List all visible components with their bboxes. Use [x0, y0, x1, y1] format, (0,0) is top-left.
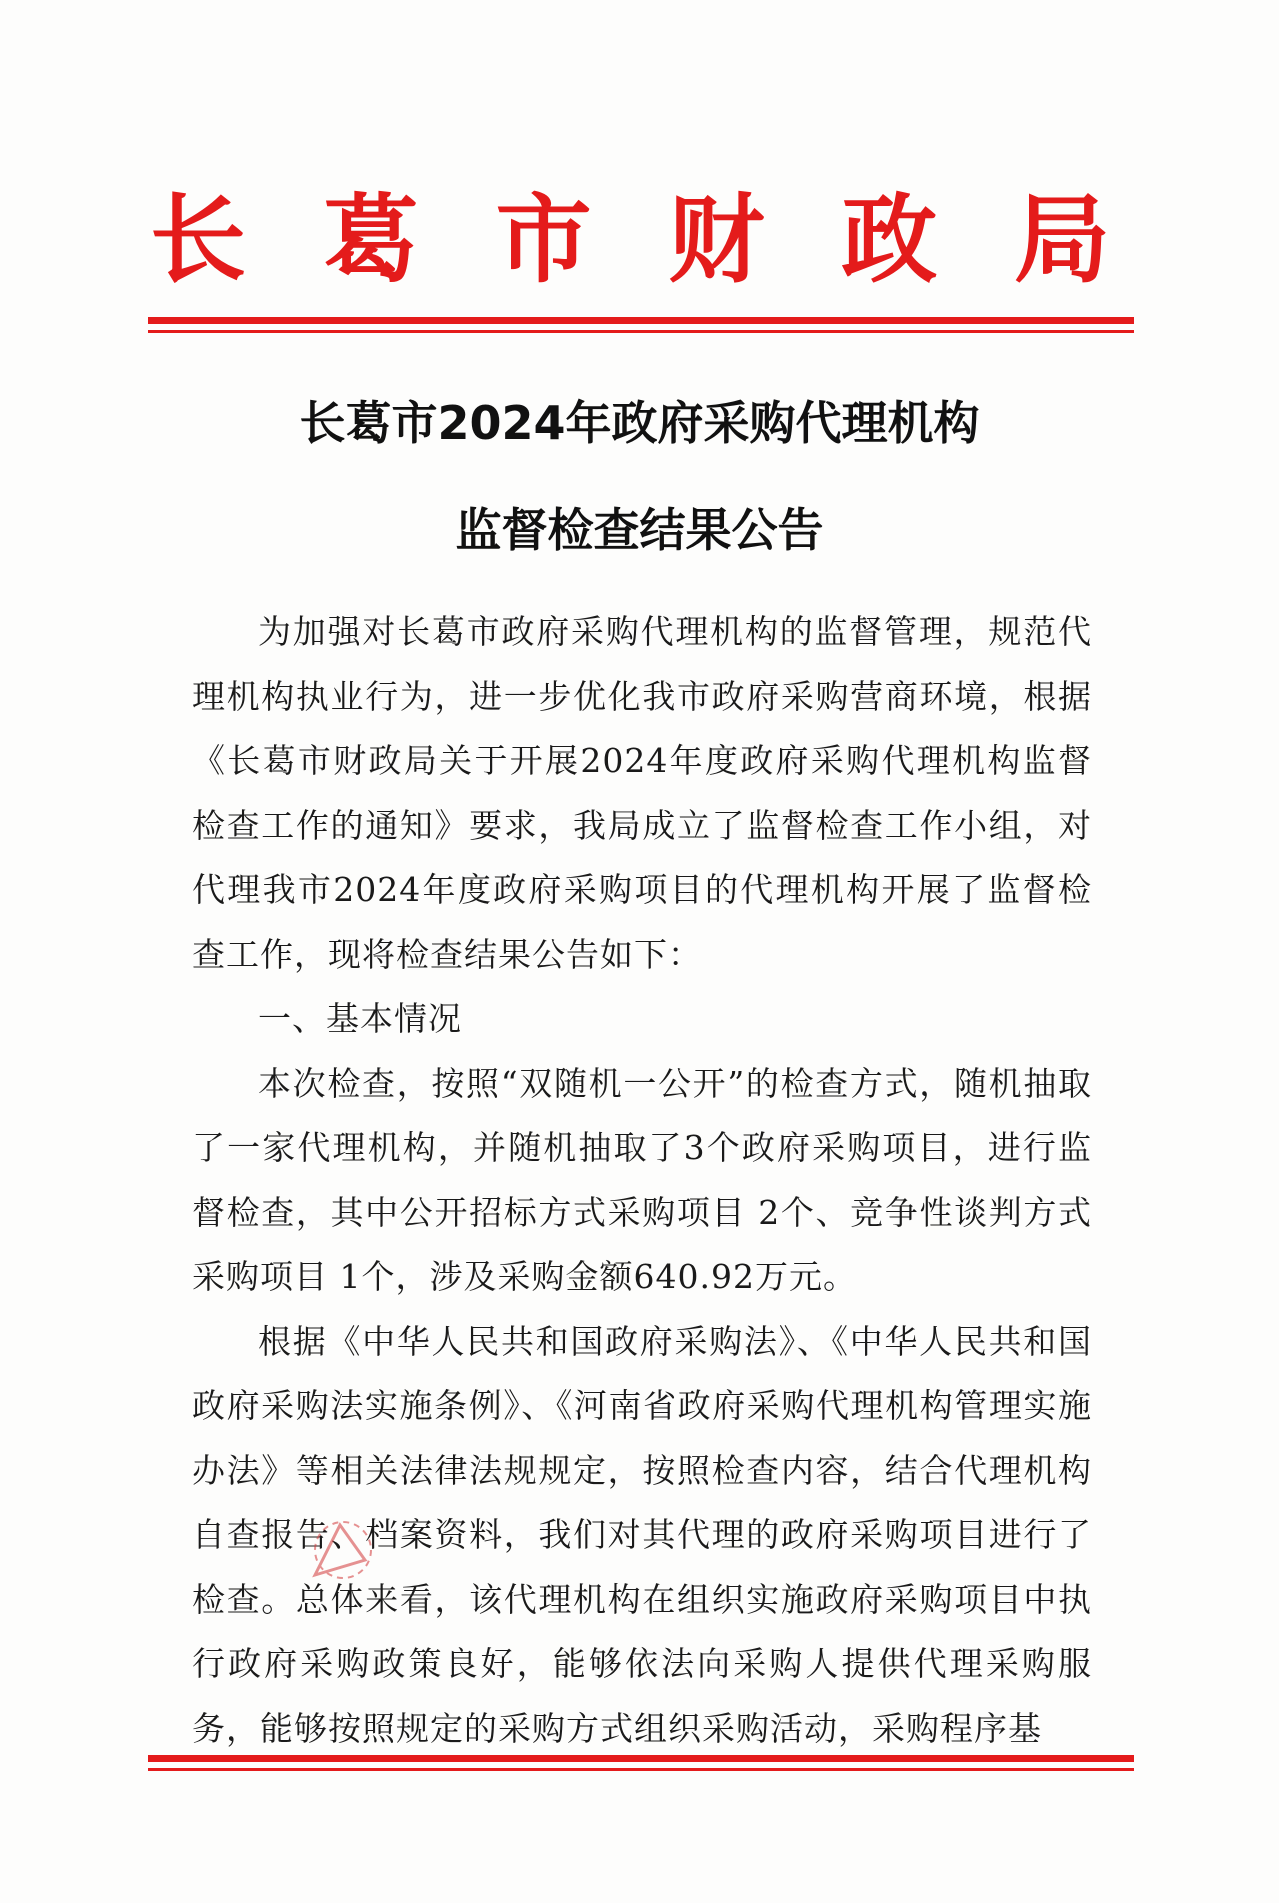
intro-paragraph: 为加强对长葛市政府采购代理机构的监督管理，规范代理机构执业行为，进一步优化我市政府采购营商环境，根据《长葛市财政局关于开展2024年度政府采购代理机构监督检查工作的通知》要求，我局成立了监督检查工作小组，对代理我市2024年度政府采购项目的代理机构开展了监督检查工作，现将检查结果公告如下： — [192, 612, 1092, 974]
document-body — [192, 600, 1092, 1761]
inspection-summary-paragraph: 本次检查，按照“双随机一公开”的检查方式，随机抽取了一家代理机构，并随机抽取了3个政府采购项目，进行监督检查，其中公开招标方式采购项目 2个、竞争性谈判方式采购项目 1个，涉及采购金额640.92万元。 — [192, 1063, 1092, 1296]
masthead-char: 长 — [150, 184, 246, 296]
issuer-masthead — [150, 185, 1110, 295]
masthead-char: 葛 — [322, 184, 419, 296]
header-red-rule-thin — [148, 330, 1134, 333]
inspection-basis-paragraph: 根据《中华人民共和国政府采购法》、《中华人民共和国政府采购法实施条例》、《河南省政府采购代理机构管理实施办法》等相关法律法规规定，按照检查内容，结合代理机构自查报告、档案资料，我们对其代理的政府采购项目进行了检查。总体来看，该代理机构在组织实施政府采购项目中执行政府采购政策良好，能够依法向采购人提供代理采购服务，能够按照规定的采购方式组织采购活动，采购程序基 — [192, 1321, 1092, 1748]
document-title-line-1: 长葛市2024年政府采购代理机构 — [299, 396, 980, 450]
document-title-line-2: 监督检查结果公告 — [455, 503, 824, 557]
footer-red-rule-thin — [148, 1768, 1134, 1771]
masthead-char: 财 — [668, 184, 765, 296]
footer-red-rule-thick — [148, 1755, 1134, 1762]
section-heading-basic-info: 一、基本情况 — [258, 999, 462, 1038]
masthead-char: 政 — [841, 184, 938, 296]
header-red-rule-thick — [148, 317, 1134, 324]
masthead-char: 局 — [1013, 184, 1110, 296]
masthead-char: 市 — [495, 184, 592, 296]
